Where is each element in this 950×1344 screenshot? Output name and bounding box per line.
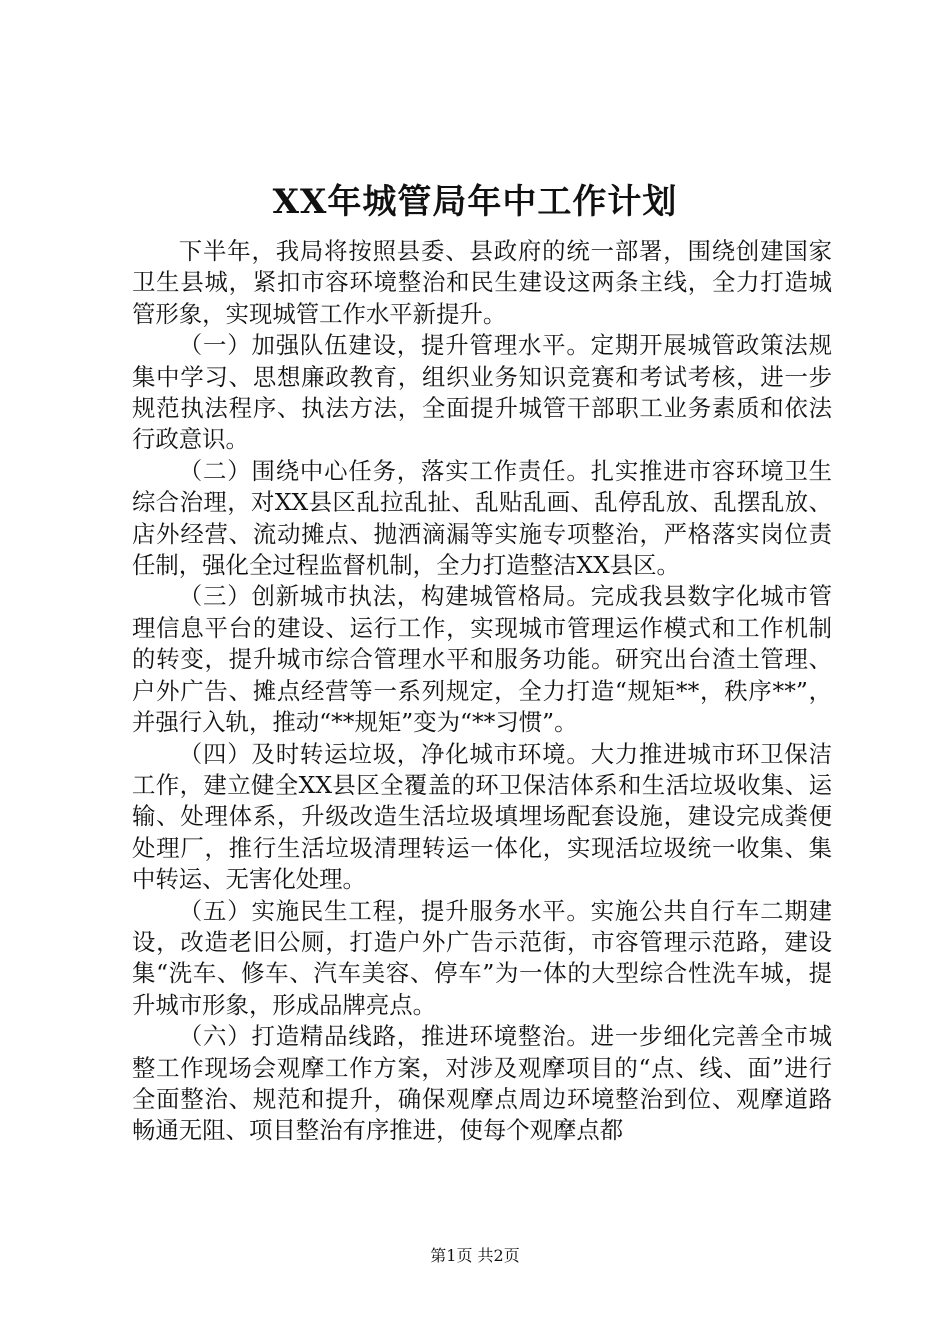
paragraph-2: （二）围绕中心任务，落实工作责任。扎实推进市容环境卫生综合治理，对XX县区乱拉乱扯、乱贴乱画、乱停乱放、乱摆乱放、店外经营、流动摊点、抛洒滴漏等实施专项整治，严格落实岗位责任制，强化全过程监督机制，全力打造整洁XX县区。 bbox=[132, 456, 832, 580]
paragraph-6: （六）打造精品线路，推进环境整治。进一步细化完善全市城整工作现场会观摩工作方案，对涉及观摩项目的“点、线、面”进行全面整治、规范和提升，确保观摩点周边环境整治到位、观摩道路畅通无阻、项目整治有序推进，使每个观摩点都 bbox=[132, 1022, 832, 1145]
paragraph-5: （五）实施民生工程，提升服务水平。实施公共自行车二期建设，改造老旧公厕，打造户外广告示范街，市容管理示范路，建设集“洗车、修车、汽车美容、停车”为一体的大型综合性洗车城，提升城市形象，形成品牌亮点。 bbox=[132, 896, 832, 1019]
page-title: XX年城管局年中工作计划 bbox=[272, 182, 678, 222]
paragraph-3: （三）创新城市执法，构建城管格局。完成我县数字化城市管理信息平台的建设、运行工作，实现城市管理运作模式和工作机制的转变，提升城市综合管理水平和服务功能。研究出台渣土管理、户外广告、摊点经营等一系列规定，全力打造“规矩**，秩序**”，并强行入轨，推动“**规矩”变为“**习惯”。 bbox=[132, 582, 832, 737]
page-number-footer: 第1页 共2页 bbox=[430, 1246, 520, 1265]
document-body bbox=[132, 236, 832, 1147]
paragraph-4: （四）及时转运垃圾，净化城市环境。大力推进城市环卫保洁工作，建立健全XX县区全覆盖的环卫保洁体系和生活垃圾收集、运输、处理体系，升级改造生活垃圾填埋场配套设施，建设完成粪便处理厂，推行生活垃圾清理转运一体化，实现活垃圾统一收集、集中转运、无害化处理。 bbox=[132, 739, 832, 894]
paragraph-intro: 下半年，我局将按照县委、县政府的统一部署，围绕创建国家卫生县城，紧扣市容环境整治和民生建设这两条主线，全力打造城管形象，实现城管工作水平新提升。 bbox=[132, 237, 832, 328]
paragraph-1: （一）加强队伍建设，提升管理水平。定期开展城管政策法规集中学习、思想廉政教育，组织业务知识竞赛和考试考核，进一步规范执法程序、执法方法，全面提升城管干部职工业务素质和依法行政意识。 bbox=[132, 331, 832, 454]
